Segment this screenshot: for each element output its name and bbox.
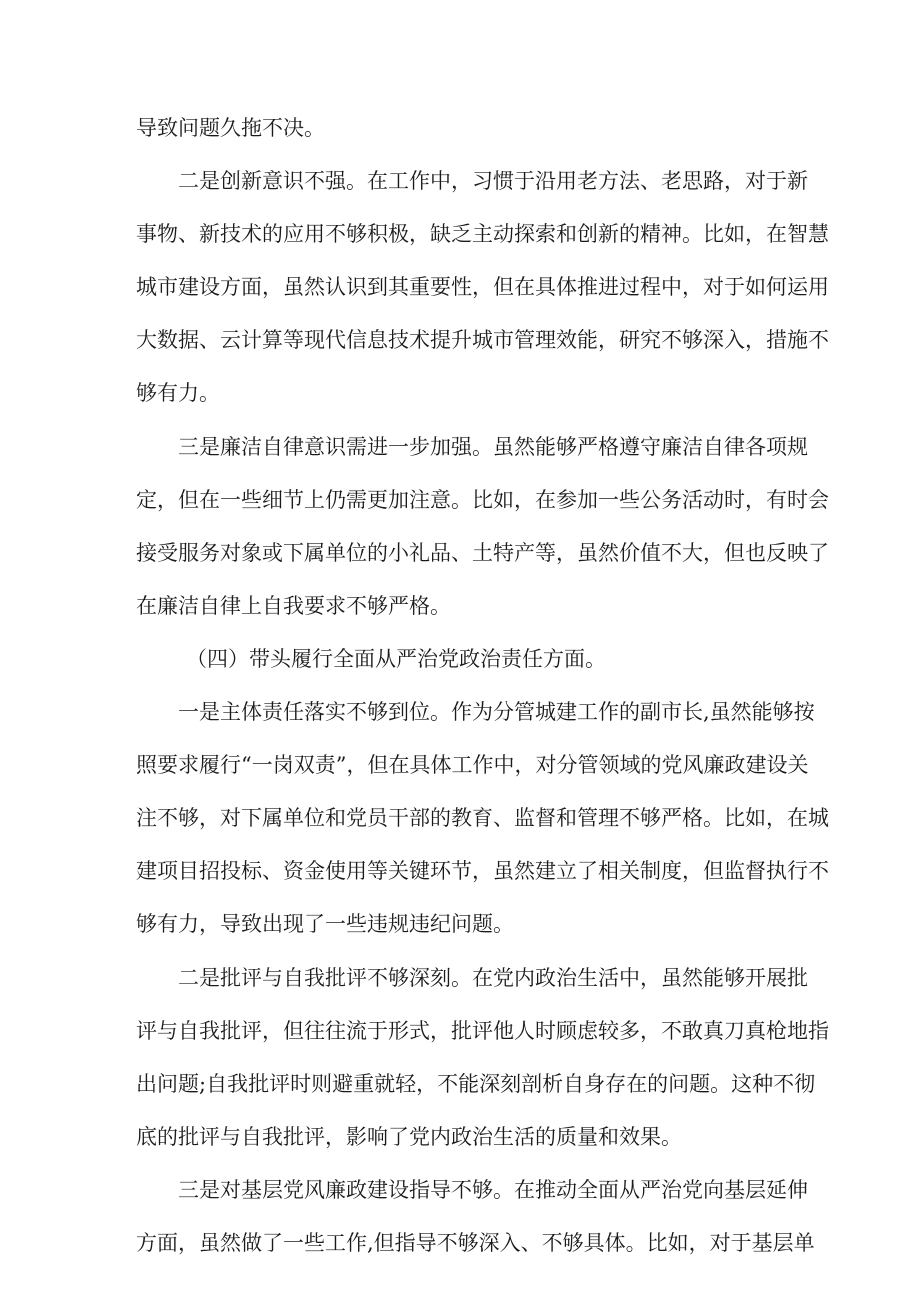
- text-line: 城市建设方面，虽然认识到其重要性，但在具体推进过程中，对于如何运用: [136, 275, 829, 299]
- text-line: 照要求履行“一岗双责”，但在具体工作中，对分管领域的党风廉政建设关: [136, 753, 809, 777]
- text-line: 大数据、云计算等现代信息技术提升城市管理效能，研究不够深入，措施不: [136, 328, 829, 352]
- text-line: 定，但在一些细节上仍需更加注意。比如，在参加一些公务活动时，有时会: [136, 488, 829, 512]
- text-line: 三是廉洁自律意识需进一步加强。虽然能够严格遵守廉洁自律各项规: [178, 435, 808, 459]
- text-line: 评与自我批评，但往往流于形式，批评他人时顾虑较多，不敢真刀真枪地指: [136, 1019, 829, 1043]
- text-line: 底的批评与自我批评，影响了党内政治生活的质量和效果。: [136, 1125, 682, 1149]
- text-line: 方面，虽然做了一些工作,但指导不够深入、不够具体。比如，对于基层单: [136, 1231, 815, 1255]
- text-line: 出问题;自我批评时则避重就轻，不能深刻剖析自身存在的问题。这种不彻: [136, 1072, 816, 1096]
- text-line: 接受服务对象或下属单位的小礼品、土特产等，虽然价值不大，但也反映了: [136, 541, 829, 565]
- section-heading: （四）带头履行全面从严治党政治责任方面。: [186, 647, 606, 671]
- text-line: 够有力。: [136, 381, 220, 405]
- text-line: 建项目招投标、资金使用等关键环节，虽然建立了相关制度，但监督执行不: [136, 859, 829, 883]
- text-line: 事物、新技术的应用不够积极，缺乏主动探索和创新的精神。比如，在智慧: [136, 222, 829, 246]
- text-line: 导致问题久拖不决。: [136, 116, 325, 140]
- text-line: 二是批评与自我批评不够深刻。在党内政治生活中，虽然能够开展批: [178, 966, 808, 990]
- text-line: 注不够，对下属单位和党员干部的教育、监督和管理不够严格。比如，在城: [136, 806, 829, 830]
- text-line: 二是创新意识不强。在工作中，习惯于沿用老方法、老思路，对于新: [178, 169, 808, 193]
- text-line: 够有力，导致出现了一些违规违纪问题。: [136, 912, 514, 936]
- text-line: 一是主体责任落实不够到位。作为分管城建工作的副市长,虽然能够按: [178, 700, 815, 724]
- text-line: 在廉洁自律上自我要求不够严格。: [136, 594, 451, 618]
- text-line: 三是对基层党风廉政建设指导不够。在推动全面从严治党向基层延伸: [178, 1178, 808, 1202]
